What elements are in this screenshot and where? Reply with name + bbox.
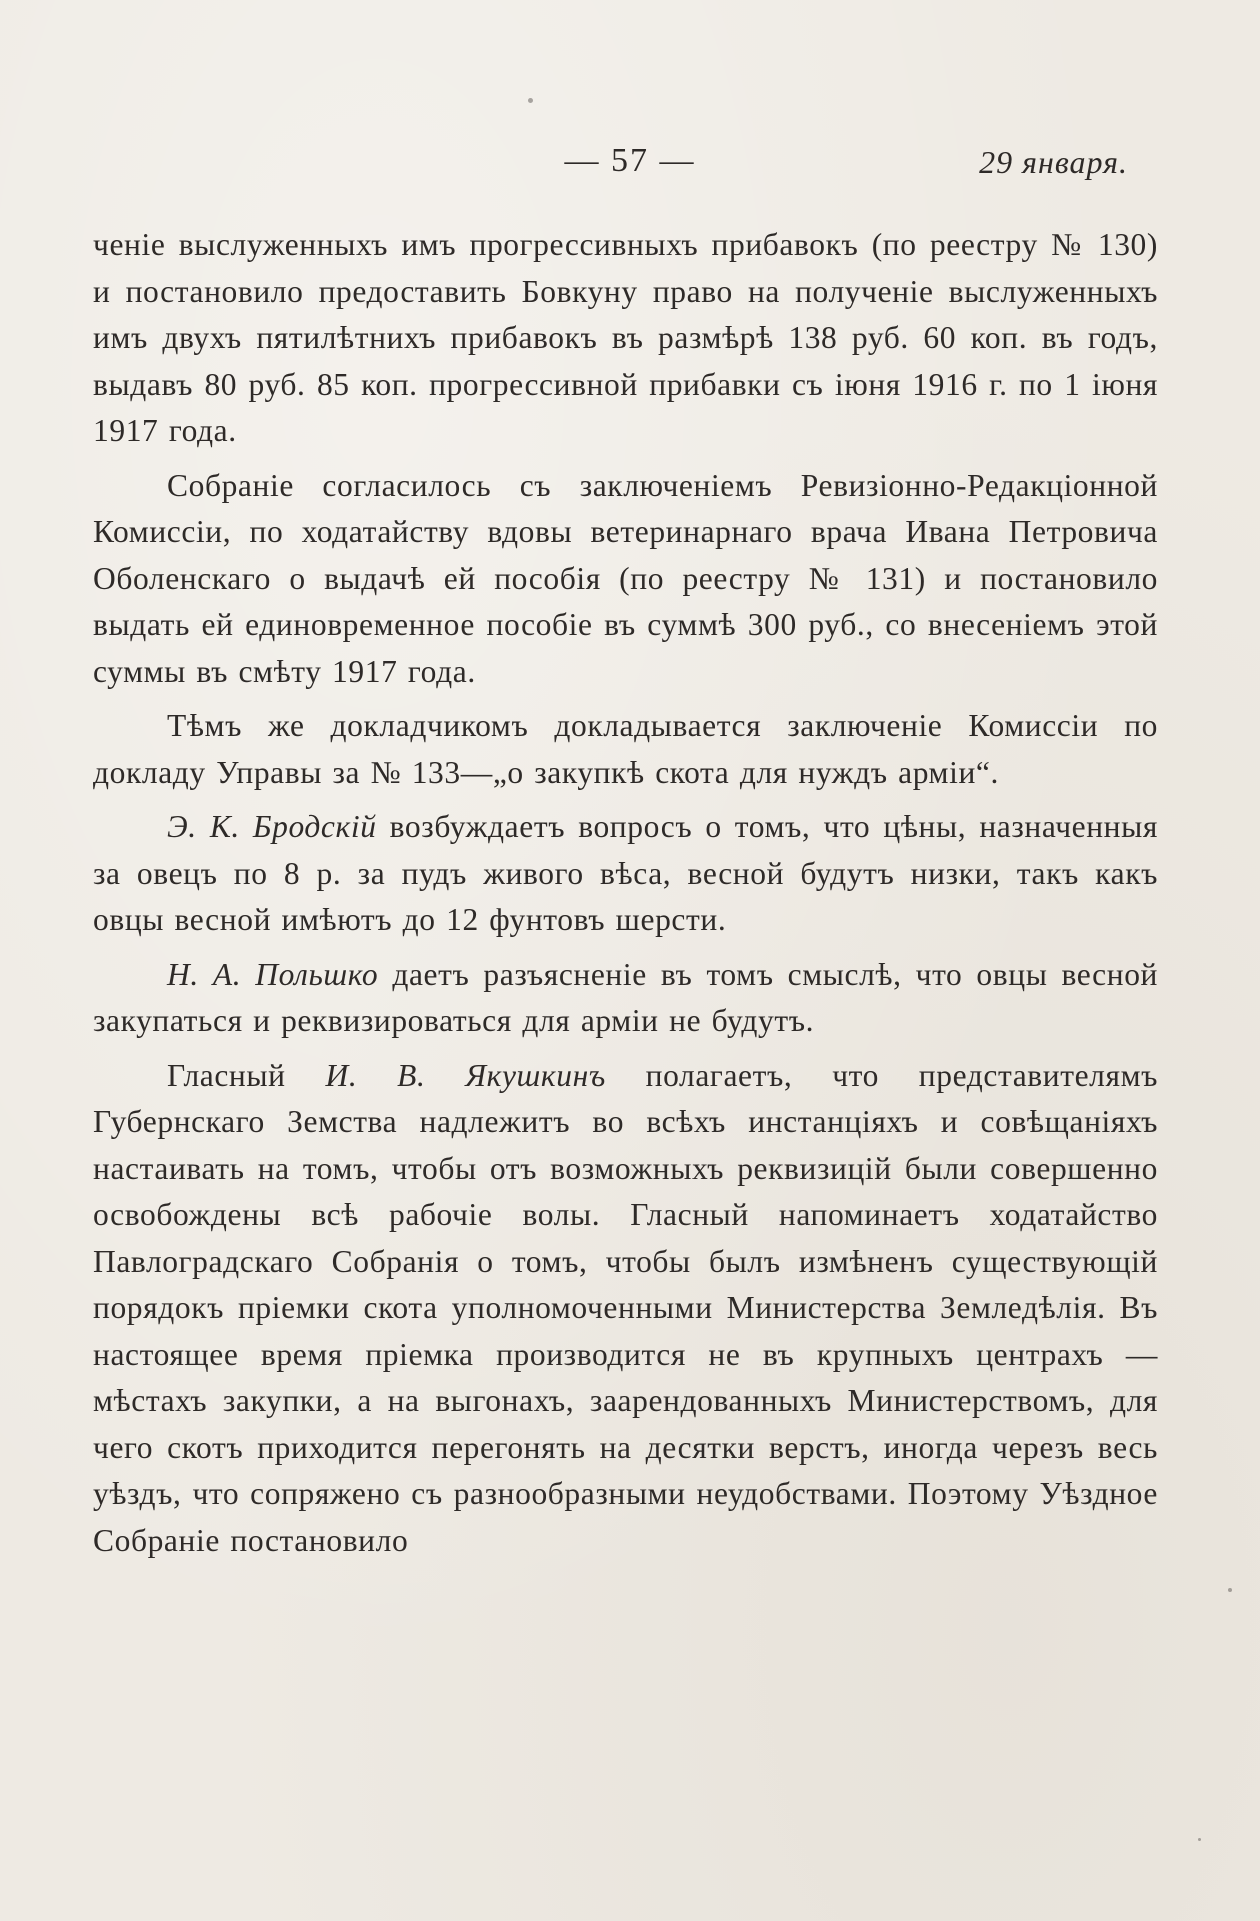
paragraph-5 bbox=[93, 952, 1158, 1045]
paragraph-1 bbox=[93, 222, 1158, 455]
paragraph-3 bbox=[93, 703, 1158, 796]
paragraph-prefix: Гласный bbox=[167, 1057, 326, 1093]
paragraph-text: ченіе выслуженныхъ имъ прогрессивныхъ прибавокъ (по реестру № 130) и постановило предоставить Бовкуну право на полученіе выслуженныхъ имъ двухъ пятилѣтнихъ прибавокъ въ размѣрѣ 138 руб. 60 коп. въ годъ, выдавъ 80 руб. 85 коп. прогрессивной прибавки съ іюня 1916 г. по 1 іюня 1917 года. bbox=[93, 227, 1158, 448]
speaker-name: И. В. Якушкинъ bbox=[325, 1057, 606, 1093]
paragraph-text: возбуждаетъ вопросъ о томъ, что цѣны, назначенныя за овецъ по 8 р. за пудъ живого вѣса, весной будутъ низки, такъ какъ овцы весной имѣютъ до 12 фунтовъ шерсти. bbox=[93, 809, 1158, 937]
paragraph-6 bbox=[93, 1053, 1158, 1565]
paper-speck bbox=[1228, 1588, 1232, 1592]
paragraph-4 bbox=[93, 804, 1158, 944]
paragraph-text: полагаетъ, что представителямъ Губернскаго Земства надлежитъ во всѣхъ инстанціяхъ и совѣщаніяхъ настаивать на томъ, чтобы отъ возможныхъ реквизицій были совершенно освобождены всѣ рабочіе волы. Гласный напоминаетъ ходатайство Павлоградскаго Собранія о томъ, чтобы былъ измѣненъ существующій порядокъ пріемки скота уполномоченными Министерства Земледѣлія. Въ настоящее время пріемка производится не въ крупныхъ центрахъ — мѣстахъ закупки, а на выгонахъ, заарендованныхъ Министерствомъ, для чего скотъ приходится перегонять на десятки верстъ, иногда черезъ весь уѣздъ, что сопряжено съ разнообразными неудобствами. Поэтому Уѣздное Собраніе постановило bbox=[93, 1057, 1159, 1558]
page-number: — 57 — bbox=[564, 142, 696, 179]
speaker-name: Э. К. Бродскій bbox=[167, 809, 377, 844]
speaker-name: Н. А. Польшко bbox=[167, 956, 379, 992]
document-body bbox=[93, 222, 1158, 1572]
paragraph-text: даетъ разъясненіе въ томъ смыслѣ, что овцы весной закупаться и реквизироваться для арміи не будутъ. bbox=[93, 956, 1159, 1038]
running-header-date: 29 января. bbox=[979, 144, 1128, 180]
paragraph-text: Собраніе согласилось съ заключеніемъ Ревизіонно-Редакціонной Комиссіи, по ходатайству вдовы ветеринарнаго врача Ивана Петровича Оболенскаго о выдачѣ ей пособія (по реестру № 131) и постановило выдать ей единовременное пособіе въ суммѣ 300 руб., со внесеніемъ этой суммы въ смѣту 1917 года. bbox=[93, 467, 1158, 689]
paper-speck bbox=[1198, 1838, 1201, 1841]
page-header bbox=[0, 142, 1260, 192]
paragraph-text: Тѣмъ же докладчикомъ докладывается заключеніе Комиссіи по докладу Управы за № 133—„о закупкѣ скота для нуждъ арміи“. bbox=[93, 708, 1158, 790]
paper-speck bbox=[528, 98, 533, 103]
paragraph-2 bbox=[93, 463, 1158, 696]
